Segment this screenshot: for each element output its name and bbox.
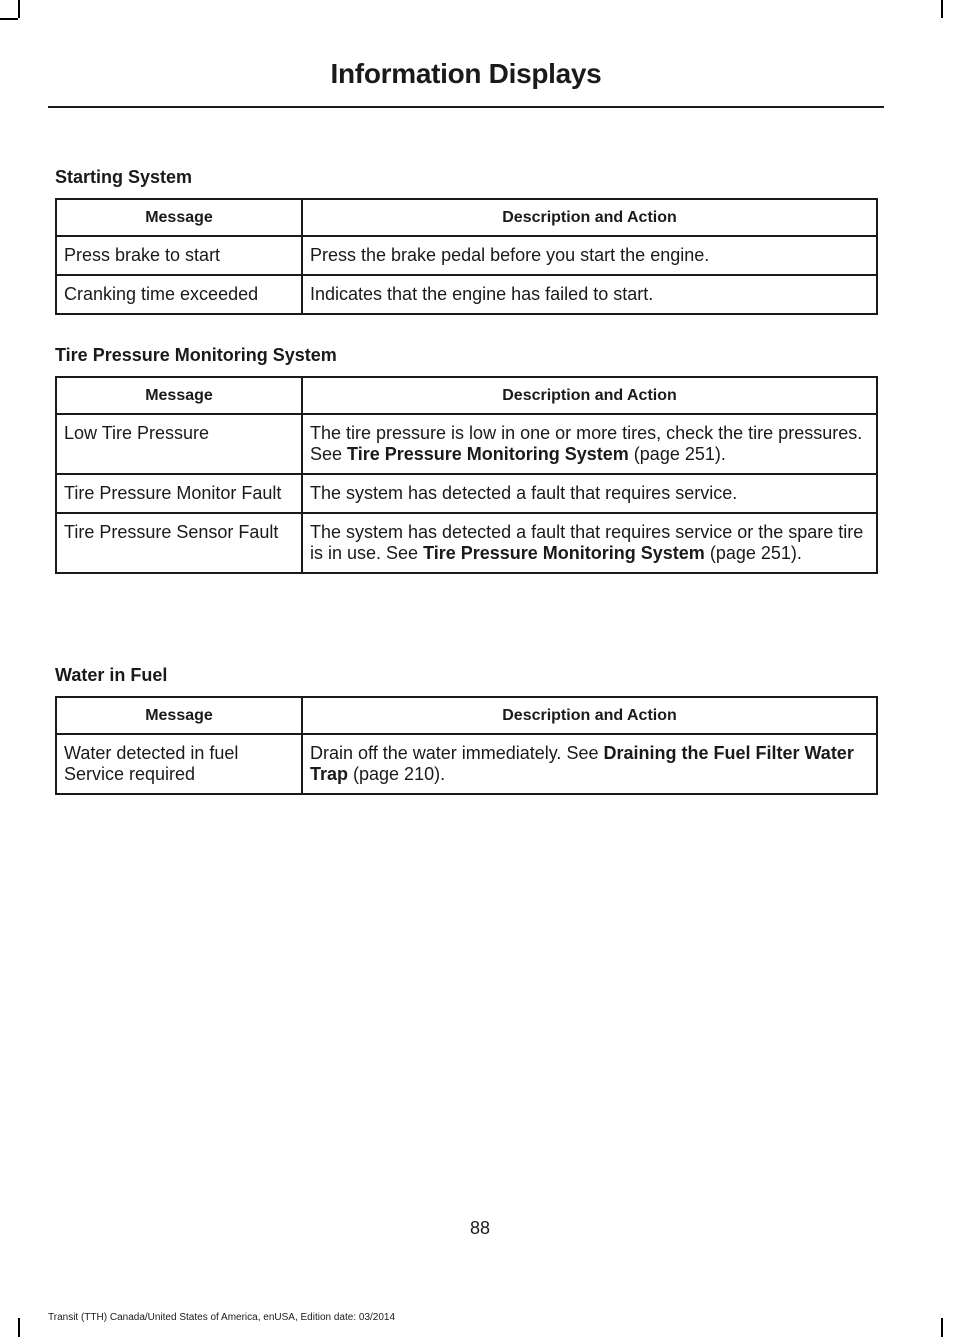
message-line: Water detected in fuel [64, 743, 239, 763]
message-cell: Low Tire Pressure [56, 414, 302, 474]
message-cell: Tire Pressure Sensor Fault [56, 513, 302, 573]
table-row [56, 513, 877, 573]
column-header-description: Description and Action [302, 199, 877, 236]
footer-edition-info: Transit (TTH) Canada/United States of America, enUSA, Edition date: 03/2014 [48, 1312, 396, 1323]
page-reference: (page 210). [348, 764, 446, 784]
message-cell: Cranking time exceeded [56, 275, 302, 314]
crop-mark [941, 0, 943, 18]
crop-mark [0, 18, 18, 20]
column-header-description: Description and Action [302, 377, 877, 414]
table-row [56, 414, 877, 474]
description-text: The system has detected a fault that requires service or the spare tire is in use. See [310, 522, 864, 563]
table-row [56, 474, 877, 513]
column-header-message: Message [56, 377, 302, 414]
table-header-row [56, 199, 877, 236]
tpms-table [55, 376, 878, 574]
description-cell: Press the brake pedal before you start the engine. [302, 236, 877, 275]
crop-mark [941, 1318, 943, 1337]
cross-reference-link[interactable]: Tire Pressure Monitoring System [423, 543, 705, 563]
message-line: Service required [64, 764, 196, 784]
cross-reference-link[interactable]: Tire Pressure Monitoring System [347, 444, 629, 464]
message-cell: Tire Pressure Monitor Fault [56, 474, 302, 513]
table-row [56, 734, 877, 794]
message-cell: Press brake to start [56, 236, 302, 275]
column-header-message: Message [56, 199, 302, 236]
description-cell: Indicates that the engine has failed to start. [302, 275, 877, 314]
page-number: 88 [469, 1218, 491, 1238]
description-cell [302, 414, 877, 474]
column-header-message: Message [56, 697, 302, 734]
starting-system-table [55, 198, 878, 315]
header-rule [48, 106, 884, 108]
table-header-row [56, 697, 877, 734]
message-cell [56, 734, 302, 794]
description-cell [302, 734, 877, 794]
description-text: The tire pressure is low in one or more tires, check the tire pressures. See [310, 423, 863, 464]
section-title-water-in-fuel: Water in Fuel [55, 665, 168, 685]
page-reference: (page 251). [628, 444, 726, 464]
section-title-starting-system: Starting System [55, 167, 193, 187]
description-cell: The system has detected a fault that requires service. [302, 474, 877, 513]
water-in-fuel-table [55, 696, 878, 795]
description-cell [302, 513, 877, 573]
table-header-row [56, 377, 877, 414]
column-header-description: Description and Action [302, 697, 877, 734]
table-row [56, 236, 877, 275]
page-reference: (page 251). [704, 543, 802, 563]
section-title-tpms: Tire Pressure Monitoring System [55, 345, 337, 365]
crop-mark [18, 1318, 20, 1337]
description-text: Drain off the water immediately. See [310, 743, 604, 763]
page-header: Information Displays [330, 58, 602, 89]
cross-reference-link[interactable]: Draining the Fuel Filter Water Trap [310, 743, 854, 784]
table-row [56, 275, 877, 314]
crop-mark [18, 0, 20, 18]
